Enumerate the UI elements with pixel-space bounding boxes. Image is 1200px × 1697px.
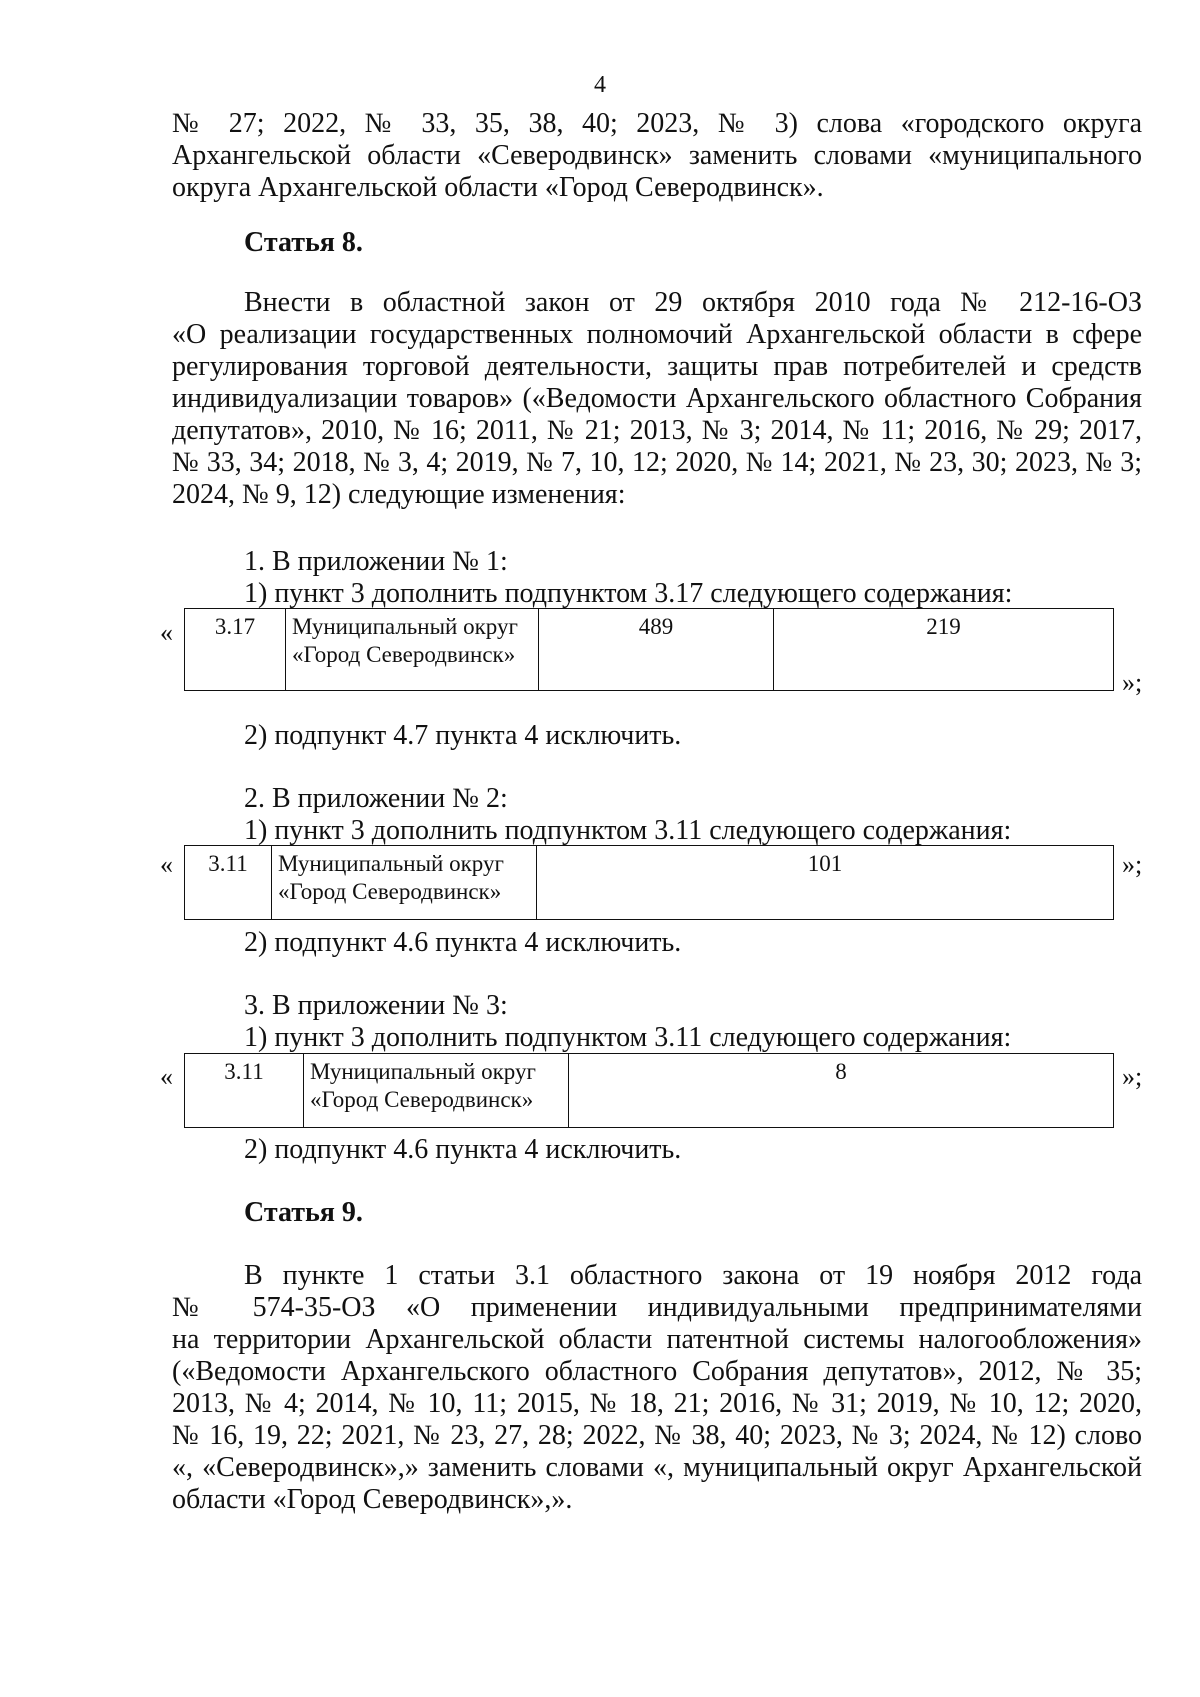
table-cell-name: Муниципальный округ «Город Северодвинск»	[304, 1054, 569, 1128]
table-cell-value: 219	[774, 609, 1114, 691]
page-number: 4	[594, 72, 606, 98]
insert-table-1	[184, 608, 1114, 691]
quote-close: »;	[1122, 850, 1143, 879]
quote-open: «	[160, 850, 173, 879]
article-8-line: № 33, 34; 2018, № 3, 4; 2019, № 7, 10, 12; 2020, № 14; 2021, № 23, 30; 2023, № 3;	[172, 447, 1142, 478]
section-3-item-2: 2) подпункт 4.6 пункта 4 исключить.	[244, 1134, 682, 1165]
table-cell-value: 101	[537, 846, 1114, 920]
article-8-line: Внести в областной закон от 29 октября 2010 года № 212-16-ОЗ	[244, 287, 1142, 318]
article-8-line: «О реализации государственных полномочий Архангельской области в сфере	[172, 319, 1142, 350]
intro-line: № 27; 2022, № 33, 35, 38, 40; 2023, № 3) слова «городского округа	[172, 108, 1142, 139]
table-cell-num: 3.17	[185, 609, 286, 691]
table-cell-value: 489	[539, 609, 774, 691]
article-9-line: «, «Северодвинск»,» заменить словами «, муниципальный округ Архангельской	[172, 1452, 1142, 1483]
section-1-item-2: 2) подпункт 4.7 пункта 4 исключить.	[244, 720, 682, 751]
table-row	[185, 846, 1114, 920]
quote-close: »;	[1122, 1062, 1143, 1091]
article-9-line: 2013, № 4; 2014, № 10, 11; 2015, № 18, 21; 2016, № 31; 2019, № 10, 12; 2020,	[172, 1388, 1142, 1419]
section-1-title: 1. В приложении № 1:	[244, 546, 508, 577]
article-9-line: № 16, 19, 22; 2021, № 23, 27, 28; 2022, № 38, 40; 2023, № 3; 2024, № 12) слово	[172, 1420, 1142, 1451]
table-row	[185, 609, 1114, 691]
table-cell-name: Муниципальный округ «Город Северодвинск»	[272, 846, 537, 920]
article-8-line: регулирования торговой деятельности, защиты прав потребителей и средств	[172, 351, 1142, 382]
article-9-line: № 574-35-ОЗ «О применении индивидуальными предпринимателями	[172, 1292, 1142, 1323]
intro-line: округа Архангельской области «Город Северодвинск».	[172, 172, 824, 203]
section-2-item-1: 1) пункт 3 дополнить подпунктом 3.11 следующего содержания:	[244, 815, 1012, 846]
section-3-item-1: 1) пункт 3 дополнить подпунктом 3.11 следующего содержания:	[244, 1022, 1012, 1053]
section-1-item-1: 1) пункт 3 дополнить подпунктом 3.17 следующего содержания:	[244, 578, 1013, 609]
section-2-item-2: 2) подпункт 4.6 пункта 4 исключить.	[244, 927, 682, 958]
article-9-line: области «Город Северодвинск»,».	[172, 1484, 573, 1515]
article-9-heading: Статья 9.	[244, 1197, 363, 1228]
article-9-line: на территории Архангельской области патентной системы налогообложения»	[172, 1324, 1142, 1355]
article-8-line: депутатов», 2010, № 16; 2011, № 21; 2013, № 3; 2014, № 11; 2016, № 29; 2017,	[172, 415, 1142, 446]
table-cell-name: Муниципальный округ «Город Северодвинск»	[286, 609, 539, 691]
quote-open: «	[160, 618, 173, 647]
intro-line: Архангельской области «Северодвинск» заменить словами «муниципального	[172, 140, 1142, 171]
table-cell-num: 3.11	[185, 1054, 304, 1128]
section-2-title: 2. В приложении № 2:	[244, 783, 508, 814]
insert-table-2	[184, 845, 1114, 920]
quote-close: »;	[1122, 668, 1143, 697]
article-9-line: В пункте 1 статьи 3.1 областного закона от 19 ноября 2012 года	[244, 1260, 1142, 1291]
table-cell-value: 8	[569, 1054, 1114, 1128]
article-8-heading: Статья 8.	[244, 227, 363, 258]
article-8-line: 2024, № 9, 12) следующие изменения:	[172, 479, 626, 510]
quote-open: «	[160, 1062, 173, 1091]
table-row	[185, 1054, 1114, 1128]
article-9-line: («Ведомости Архангельского областного Собрания депутатов», 2012, № 35;	[172, 1356, 1142, 1387]
table-cell-num: 3.11	[185, 846, 272, 920]
article-8-line: индивидуализации товаров» («Ведомости Архангельского областного Собрания	[172, 383, 1142, 414]
insert-table-3	[184, 1053, 1114, 1128]
section-3-title: 3. В приложении № 3:	[244, 990, 508, 1021]
